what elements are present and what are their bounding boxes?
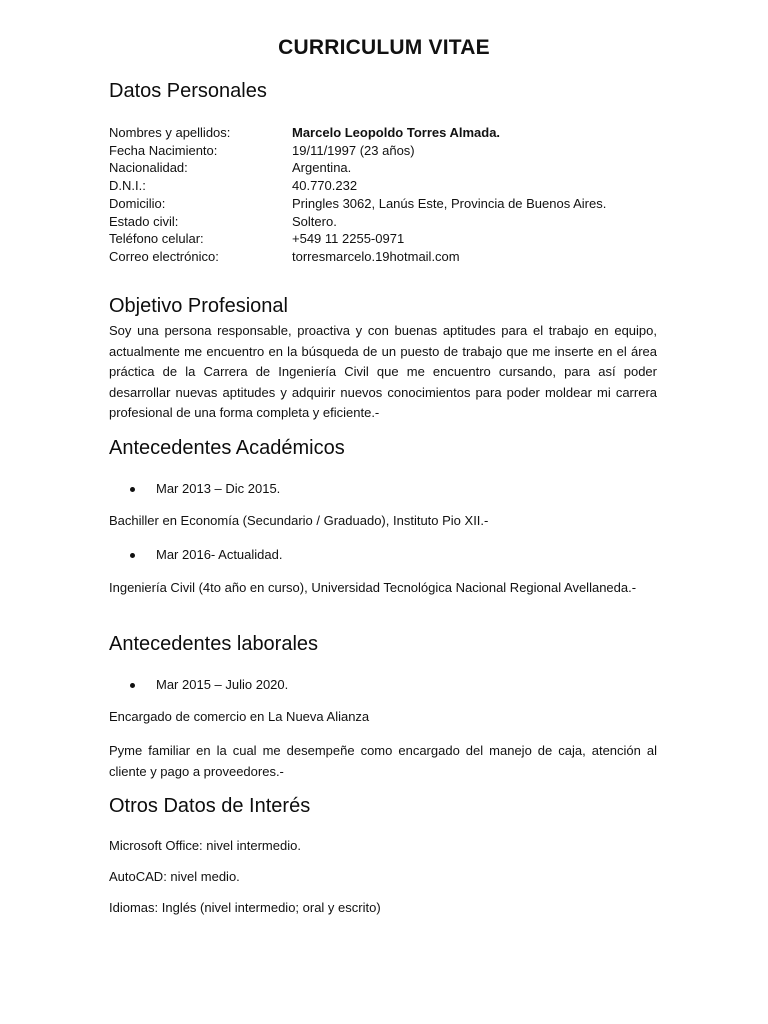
other-line: AutoCAD: nivel medio.: [109, 869, 240, 884]
personal-value: Marcelo Leopoldo Torres Almada.: [292, 125, 501, 140]
heading-antecedentes-academicos: Antecedentes Académicos: [109, 437, 345, 459]
work-role: Encargado de comercio en La Nueva Alianza: [109, 709, 370, 724]
heading-otros-datos: Otros Datos de Interés: [109, 795, 311, 817]
personal-label: Teléfono celular:: [109, 231, 204, 246]
personal-label: Fecha Nacimiento:: [109, 143, 218, 158]
academic-period: Mar 2016- Actualidad.: [156, 547, 283, 562]
heading-datos-personales: Datos Personales: [109, 80, 267, 102]
bullet-icon: [130, 487, 135, 492]
objective-paragraph: Soy una persona responsable, proactiva y con buenas aptitudes para el trabajo en equipo, actualmente me encuentro en la búsqueda de un puesto de trabajo que me inserte en el área práctica de la Carrera de Ingeniería Civil que me encuentro cursando, para así poder desarrollar nuevas aptitudes y adquirir nuevos conocimientos para poder moldear mi carrera profesional de una forma completa y eficiente.-: [109, 323, 657, 421]
work-description: Pyme familiar en la cual me desempeñe como encargado del manejo de caja, atención al cliente y pago a proveedores.-: [109, 743, 657, 779]
work-period: Mar 2015 – Julio 2020.: [156, 677, 289, 692]
personal-label: Correo electrónico:: [109, 249, 219, 264]
personal-value: 19/11/1997 (23 años): [292, 143, 415, 158]
personal-label: Estado civil:: [109, 214, 179, 229]
document-title: CURRICULUM VITAE: [278, 36, 490, 59]
bullet-icon: [130, 553, 135, 558]
personal-label: D.N.I.:: [109, 178, 146, 193]
heading-objetivo-profesional: Objetivo Profesional: [109, 295, 288, 317]
personal-label: Domicilio:: [109, 196, 166, 211]
personal-value: Soltero.: [292, 214, 337, 229]
heading-antecedentes-laborales: Antecedentes laborales: [109, 633, 319, 655]
academic-period: Mar 2013 – Dic 2015.: [156, 481, 281, 496]
personal-value: Argentina.: [292, 160, 352, 175]
academic-description: Ingeniería Civil (4to año en curso), Universidad Tecnológica Nacional Regional Avellaneda.-: [109, 580, 637, 595]
personal-label: Nombres y apellidos:: [109, 125, 231, 140]
personal-value: +549 11 2255-0971: [292, 231, 405, 246]
personal-value: Pringles 3062, Lanús Este, Provincia de Buenos Aires.: [292, 196, 607, 211]
other-line: Microsoft Office: nivel intermedio.: [109, 838, 301, 853]
academic-description: Bachiller en Economía (Secundario / Graduado), Instituto Pio XII.-: [109, 513, 489, 528]
bullet-icon: [130, 683, 135, 688]
other-line: Idiomas: Inglés (nivel intermedio; oral y escrito): [109, 900, 381, 915]
personal-label: Nacionalidad:: [109, 160, 188, 175]
personal-value: 40.770.232: [292, 178, 358, 193]
personal-value: torresmarcelo.19hotmail.com: [292, 249, 460, 264]
